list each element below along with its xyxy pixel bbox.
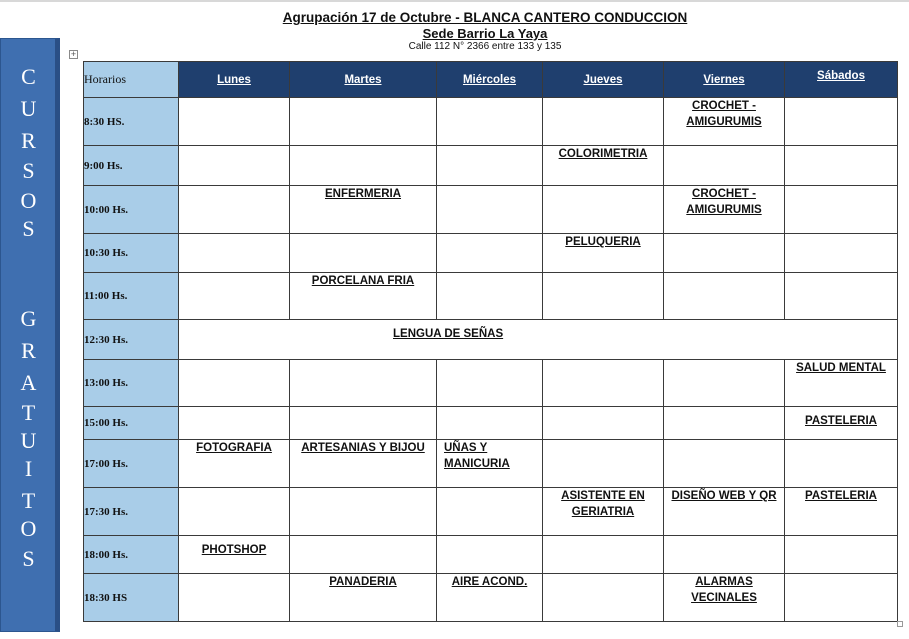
schedule-cell xyxy=(785,574,898,622)
course-cell-spanning: LENGUA DE SEÑAS xyxy=(179,320,898,360)
table-row xyxy=(84,98,898,146)
schedule-cell xyxy=(543,98,664,146)
course-cell: PHOTSHOP xyxy=(179,536,290,574)
page-title: Agrupación 17 de Octubre - BLANCA CANTERO CONDUCCION xyxy=(282,10,688,25)
course-cell: ASISTENTE EN GERIATRIA xyxy=(543,488,664,536)
schedule-cell xyxy=(664,440,785,488)
schedule-cell xyxy=(179,360,290,407)
table-resize-handle[interactable] xyxy=(897,621,903,627)
hours-column-header: Horarios xyxy=(84,62,179,98)
time-cell: 9:00 Hs. xyxy=(84,146,179,186)
schedule-cell xyxy=(179,98,290,146)
day-header-jueves: Jueves xyxy=(543,62,664,98)
table-row xyxy=(84,440,898,488)
banner-letter: I xyxy=(24,456,33,481)
time-cell: 15:00 Hs. xyxy=(84,407,179,440)
banner-letter: A xyxy=(20,370,37,395)
course-cell: FOTOGRAFIA xyxy=(179,440,290,488)
schedule-cell xyxy=(437,273,543,320)
day-header-sabados: Sábados xyxy=(785,62,898,98)
schedule-cell xyxy=(437,360,543,407)
course-cell: AIRE ACOND. xyxy=(437,574,543,622)
banner-letter: C xyxy=(21,64,36,89)
time-cell: 10:30 Hs. xyxy=(84,234,179,273)
schedule-cell xyxy=(543,273,664,320)
course-cell: COLORIMETRIA xyxy=(543,146,664,186)
schedule-cell xyxy=(543,360,664,407)
schedule-cell xyxy=(543,407,664,440)
course-cell: PORCELANA FRIA xyxy=(290,273,437,320)
document-header xyxy=(160,10,810,52)
schedule-cell xyxy=(179,273,290,320)
schedule-cell xyxy=(437,536,543,574)
course-cell: DISEÑO WEB Y QR xyxy=(664,488,785,536)
time-cell: 12:30 Hs. xyxy=(84,320,179,360)
banner-letter: T xyxy=(21,488,36,513)
schedule-cell xyxy=(179,234,290,273)
schedule-cell xyxy=(543,536,664,574)
schedule-cell xyxy=(437,98,543,146)
banner-letter: R xyxy=(21,338,36,363)
banner-letter: G xyxy=(20,306,37,331)
table-row xyxy=(84,186,898,234)
course-cell: PANADERIA xyxy=(290,574,437,622)
time-cell: 17:30 Hs. xyxy=(84,488,179,536)
course-cell: CROCHET - AMIGURUMIS xyxy=(664,186,785,234)
banner-letter: O xyxy=(20,188,37,213)
table-row xyxy=(84,574,898,622)
schedule-cell xyxy=(290,234,437,273)
schedule-cell xyxy=(437,146,543,186)
table-row xyxy=(84,488,898,536)
table-row xyxy=(84,407,898,440)
table-row xyxy=(84,273,898,320)
schedule-cell xyxy=(543,440,664,488)
banner-letter: U xyxy=(20,428,37,453)
banner-letter: S xyxy=(22,216,35,241)
course-cell: ARTESANIAS Y BIJOU xyxy=(290,440,437,488)
course-cell: SALUD MENTAL xyxy=(785,360,898,407)
schedule-table xyxy=(83,61,898,622)
time-cell: 10:00 Hs. xyxy=(84,186,179,234)
schedule-cell xyxy=(290,360,437,407)
schedule-cell xyxy=(179,186,290,234)
schedule-cell xyxy=(785,536,898,574)
schedule-cell xyxy=(664,146,785,186)
schedule-cell xyxy=(290,146,437,186)
time-cell: 18:00 Hs. xyxy=(84,536,179,574)
schedule-cell xyxy=(290,488,437,536)
schedule-cell xyxy=(543,574,664,622)
schedule-cell xyxy=(179,488,290,536)
schedule-cell xyxy=(290,98,437,146)
schedule-cell xyxy=(785,98,898,146)
table-row xyxy=(84,234,898,273)
course-cell: PELUQUERIA xyxy=(543,234,664,273)
schedule-cell xyxy=(664,536,785,574)
day-header-viernes: Viernes xyxy=(664,62,785,98)
schedule-cell xyxy=(437,234,543,273)
schedule-cell xyxy=(543,186,664,234)
day-header-martes: Martes xyxy=(290,62,437,98)
schedule-cell xyxy=(179,407,290,440)
schedule-cell xyxy=(290,536,437,574)
schedule-cell xyxy=(437,407,543,440)
banner-letter: O xyxy=(20,516,37,541)
page-subtitle: Sede Barrio La Yaya xyxy=(422,26,548,41)
course-cell: PASTELERIA xyxy=(785,488,898,536)
schedule-cell xyxy=(785,146,898,186)
course-cell: UÑAS Y MANICURIA xyxy=(437,440,543,488)
schedule-cell xyxy=(664,407,785,440)
address-line: Calle 112 N° 2366 entre 133 y 135 xyxy=(408,41,562,52)
schedule-cell xyxy=(437,186,543,234)
schedule-cell xyxy=(437,488,543,536)
time-cell: 18:30 HS xyxy=(84,574,179,622)
schedule-cell xyxy=(785,273,898,320)
banner-letter: T xyxy=(21,400,36,425)
table-row xyxy=(84,146,898,186)
table-header-row xyxy=(84,62,898,98)
time-cell: 17:00 Hs. xyxy=(84,440,179,488)
table-move-handle-icon[interactable]: + xyxy=(70,49,77,59)
schedule-cell xyxy=(664,234,785,273)
schedule-cell xyxy=(785,440,898,488)
schedule-cell xyxy=(785,186,898,234)
course-cell: ENFERMERIA xyxy=(290,186,437,234)
day-header-miercoles: Miércoles xyxy=(437,62,543,98)
table-row xyxy=(84,536,898,574)
course-cell: CROCHET - AMIGURUMIS xyxy=(664,98,785,146)
schedule-cell xyxy=(664,273,785,320)
banner-letter: S xyxy=(22,158,35,183)
time-cell: 11:00 Hs. xyxy=(84,273,179,320)
schedule-cell xyxy=(290,407,437,440)
top-rule xyxy=(0,0,909,2)
cursos-gratuitos-banner xyxy=(0,38,60,632)
schedule-cell xyxy=(785,234,898,273)
time-cell: 13:00 Hs. xyxy=(84,360,179,407)
table-row xyxy=(84,320,898,360)
schedule-cell xyxy=(179,146,290,186)
course-cell: PASTELERIA xyxy=(785,407,898,440)
banner-letter: S xyxy=(22,546,35,571)
table-row xyxy=(84,360,898,407)
banner-letter: U xyxy=(20,96,37,121)
schedule-cell xyxy=(179,574,290,622)
time-cell: 8:30 HS. xyxy=(84,98,179,146)
banner-letter: R xyxy=(21,128,36,153)
course-cell: ALARMAS VECINALES xyxy=(664,574,785,622)
schedule-cell xyxy=(664,360,785,407)
day-header-lunes: Lunes xyxy=(179,62,290,98)
